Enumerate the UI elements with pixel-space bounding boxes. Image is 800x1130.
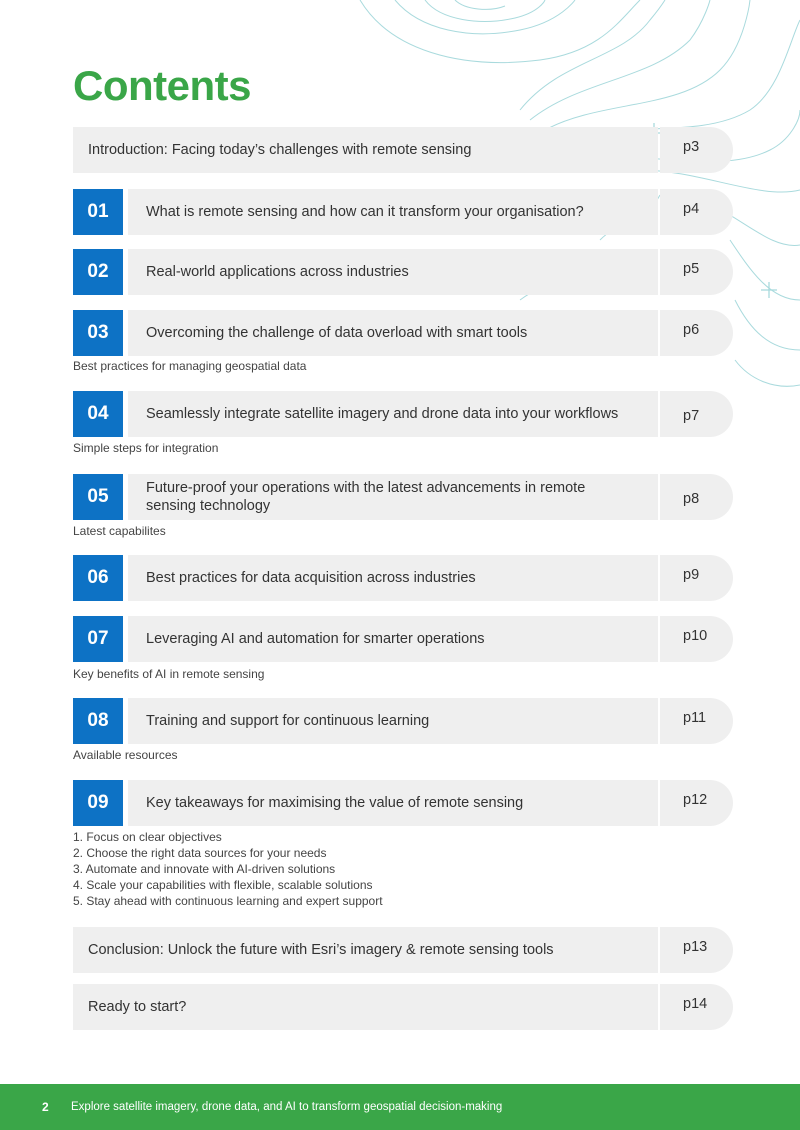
toc-page-number: p14 [660,984,733,1030]
toc-entry-label: Seamlessly integrate satellite imagery and drone data into your workflows [128,391,658,437]
toc-subentry: Available resources [73,748,178,762]
takeaways-list [73,829,383,909]
toc-page-number: p5 [660,249,733,295]
list-item: 3. Automate and innovate with AI-driven solutions [73,862,336,876]
toc-page-number: p10 [660,616,733,662]
toc-subentry: Latest capabilites [73,524,166,538]
toc-subentry: Key benefits of AI in remote sensing [73,667,265,681]
list-item: 5. Stay ahead with continuous learning and expert support [73,894,383,908]
section-number: 07 [73,616,123,662]
toc-entry-label: Training and support for continuous learning [128,698,658,744]
toc-subentry: Simple steps for integration [73,441,219,455]
page-footer [0,1084,800,1130]
list-item: 1. Focus on clear objectives [73,830,222,844]
section-number: 01 [73,189,123,235]
toc-entry-label: Conclusion: Unlock the future with Esri’s imagery & remote sensing tools [73,927,658,973]
toc-entry-label: Key takeaways for maximising the value of remote sensing [128,780,658,826]
toc-page-number: p11 [660,698,733,744]
section-number: 09 [73,780,123,826]
toc-entry-label: Best practices for data acquisition across industries [128,555,658,601]
section-number: 06 [73,555,123,601]
list-item: 2. Choose the right data sources for your needs [73,846,327,860]
toc-page-number: p13 [660,927,733,973]
list-item: 4. Scale your capabilities with flexible, scalable solutions [73,878,373,892]
section-number: 04 [73,391,123,437]
toc-page-number: p8 [660,474,733,520]
toc-subentry: Best practices for managing geospatial data [73,359,307,373]
section-number: 05 [73,474,123,520]
toc-entry-label: Future-proof your operations with the latest advancements in remote sensing technology [128,474,658,520]
section-number: 08 [73,698,123,744]
section-number: 03 [73,310,123,356]
toc-page-number: p4 [660,189,733,235]
toc-entry-label: Overcoming the challenge of data overload with smart tools [128,310,658,356]
page-title: Contents [73,62,251,109]
toc-entry-label: Real-world applications across industries [128,249,658,295]
toc-page-number: p12 [660,780,733,826]
toc-page-number: p6 [660,310,733,356]
footer-tagline: Explore satellite imagery, drone data, and AI to transform geospatial decision-making [71,1101,503,1113]
toc-entry-label: Ready to start? [73,984,658,1030]
toc-page-number: p7 [660,391,733,437]
toc-page-number: p3 [660,127,733,173]
section-number: 02 [73,249,123,295]
footer-page-number: 2 [42,1100,49,1114]
toc-entry-label: Leveraging AI and automation for smarter operations [128,616,658,662]
toc-page-number: p9 [660,555,733,601]
toc-entry-label: Introduction: Facing today’s challenges with remote sensing [73,127,658,173]
toc-entry-label: What is remote sensing and how can it transform your organisation? [128,189,658,235]
